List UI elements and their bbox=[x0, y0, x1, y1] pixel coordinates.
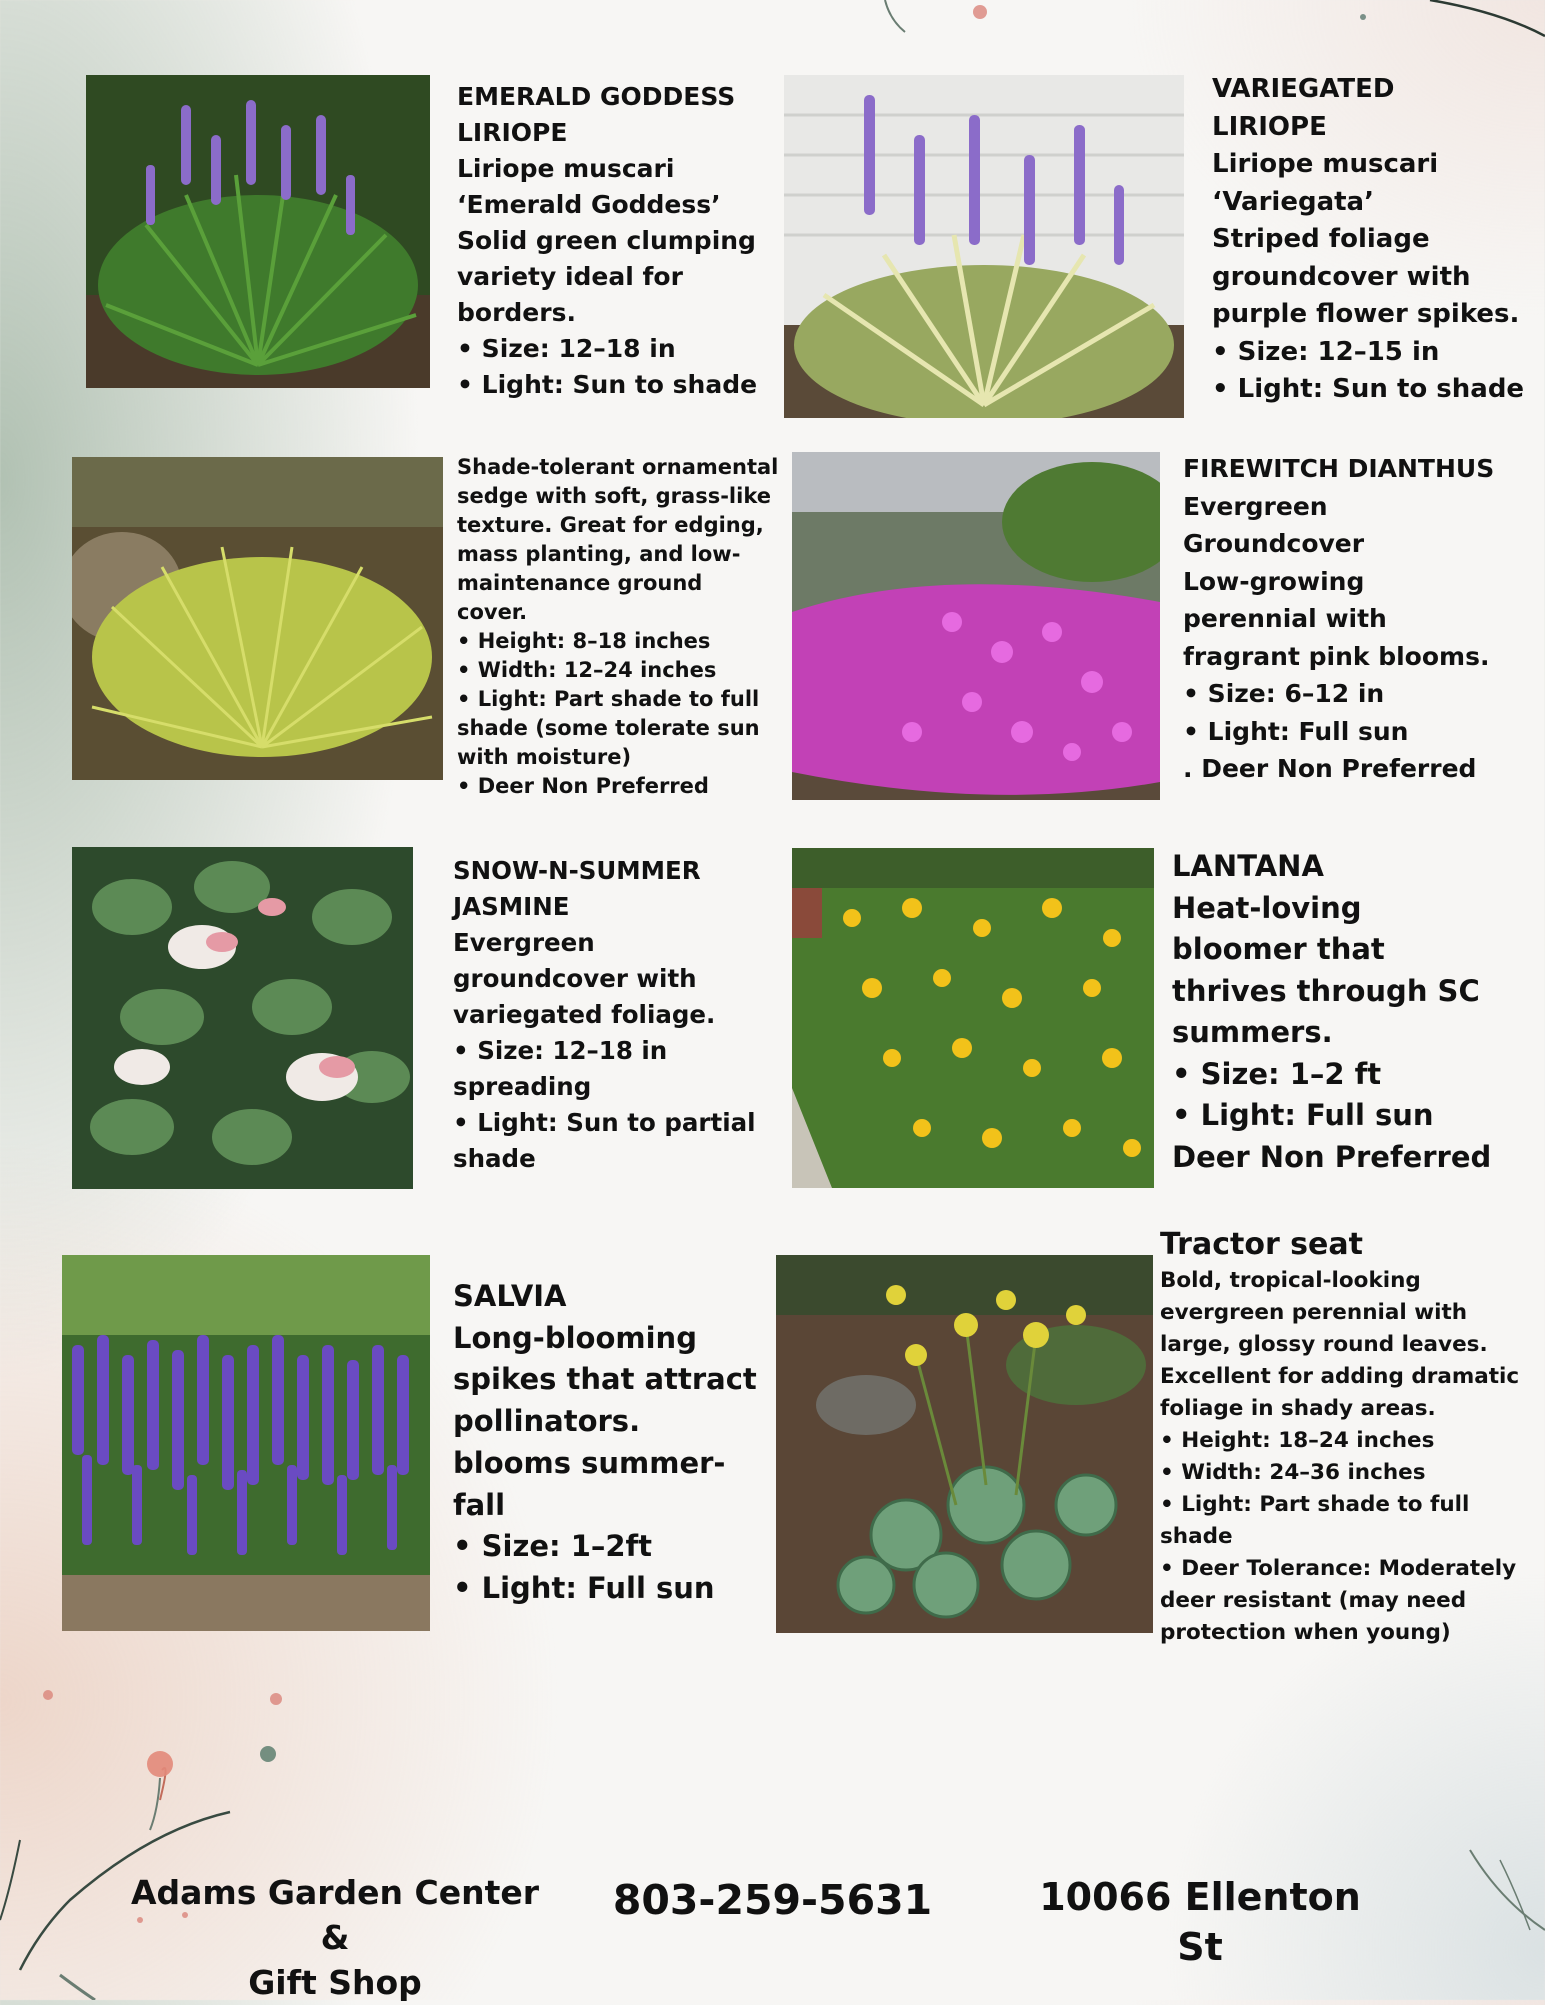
emerald-goddess-line: Solid green clumping bbox=[457, 226, 756, 255]
jasmine-line: groundcover with bbox=[453, 964, 697, 993]
salvia-line: fall bbox=[453, 1487, 506, 1522]
salvia-line: spikes that attract bbox=[453, 1362, 757, 1397]
variegated-liriope-line: purple flower spikes. bbox=[1212, 299, 1520, 329]
salvia-line: • Light: Full sun bbox=[453, 1570, 715, 1605]
tractor-seat-description bbox=[1160, 1227, 1519, 1649]
tractor-seat-line: evergreen perennial with bbox=[1160, 1300, 1468, 1325]
firewitch-dianthus-line: . Deer Non Preferred bbox=[1183, 754, 1477, 783]
business-name-line: Gift Shop bbox=[248, 1963, 422, 2002]
business-name bbox=[120, 1870, 550, 2005]
tractor-seat-line: deer resistant (may need bbox=[1160, 1588, 1467, 1613]
lantana-line: • Light: Full sun bbox=[1172, 1098, 1434, 1132]
snow-n-summer-jasmine-description bbox=[453, 853, 756, 1177]
sedge-photo bbox=[72, 457, 443, 780]
tractor-seat-line: shade bbox=[1160, 1524, 1233, 1549]
jasmine-line: JASMINE bbox=[453, 892, 570, 921]
firewitch-dianthus-line: Low-growing bbox=[1183, 566, 1365, 596]
lantana-photo bbox=[792, 848, 1154, 1188]
variegated-liriope-line: ‘Variegata’ bbox=[1212, 186, 1374, 217]
sedge-line: shade (some tolerate sun bbox=[457, 716, 760, 740]
jasmine-line: • Size: 12–18 in bbox=[453, 1036, 668, 1065]
sedge-line: Shade-tolerant ornamental bbox=[457, 455, 779, 479]
jasmine-line: shade bbox=[453, 1144, 536, 1173]
tractor-seat-line: • Light: Part shade to full bbox=[1160, 1492, 1470, 1517]
variegated-liriope-line: Striped foliage bbox=[1212, 224, 1430, 254]
variegated-liriope-line: LIRIOPE bbox=[1212, 111, 1327, 142]
tractor-seat-line: Excellent for adding dramatic bbox=[1160, 1364, 1520, 1389]
sedge-line: maintenance ground bbox=[457, 571, 703, 595]
tractor-seat-line: protection when young) bbox=[1160, 1620, 1451, 1645]
sedge-line: • Deer Non Preferred bbox=[457, 774, 709, 798]
variegated-liriope-line: Liriope muscari bbox=[1212, 149, 1439, 179]
salvia-line: Long-blooming bbox=[453, 1320, 697, 1355]
jasmine-line: SNOW-N-SUMMER bbox=[453, 856, 701, 885]
lantana-line: thrives through SC bbox=[1172, 973, 1480, 1008]
salvia-line: • Size: 1–2ft bbox=[453, 1529, 653, 1564]
variegated-liriope-photo bbox=[784, 75, 1184, 418]
emerald-goddess-line: • Light: Sun to shade bbox=[457, 370, 758, 399]
emerald-goddess-liriope-photo bbox=[86, 75, 430, 388]
sedge-line: cover. bbox=[457, 600, 528, 624]
sedge-line: mass planting, and low- bbox=[457, 542, 741, 566]
tractor-seat-line: foliage in shady areas. bbox=[1160, 1396, 1436, 1421]
tractor-seat-line: Bold, tropical-looking bbox=[1160, 1268, 1421, 1293]
variegated-liriope-line: groundcover with bbox=[1212, 261, 1471, 292]
emerald-goddess-line: • Size: 12–18 in bbox=[457, 334, 676, 363]
lantana-line: LANTANA bbox=[1172, 849, 1324, 883]
emerald-goddess-liriope-description bbox=[457, 79, 757, 403]
sedge-line: • Width: 12–24 inches bbox=[457, 658, 717, 682]
tractor-seat-line: • Height: 18–24 inches bbox=[1160, 1428, 1435, 1453]
lantana-description bbox=[1172, 846, 1491, 1178]
emerald-goddess-line: EMERALD GODDESS bbox=[457, 82, 736, 111]
salvia-description bbox=[453, 1276, 757, 1610]
emerald-goddess-line: ‘Emerald Goddess’ bbox=[457, 190, 721, 219]
sedge-line: texture. Great for edging, bbox=[457, 513, 764, 537]
street-address: 10066 Ellenton St bbox=[1039, 1875, 1361, 1969]
salvia-line: pollinators. bbox=[453, 1404, 641, 1439]
firewitch-dianthus-line: • Size: 6–12 in bbox=[1183, 679, 1385, 708]
snow-n-summer-jasmine-photo bbox=[72, 847, 413, 1189]
sedge-line: sedge with soft, grass-like bbox=[457, 484, 771, 508]
firewitch-dianthus-line: FIREWITCH DIANTHUS bbox=[1183, 454, 1495, 483]
jasmine-line: Evergreen bbox=[453, 928, 595, 957]
tractor-seat-line: • Width: 24–36 inches bbox=[1160, 1460, 1426, 1485]
emerald-goddess-line: Liriope muscari bbox=[457, 154, 675, 183]
firewitch-dianthus-photo bbox=[792, 452, 1160, 800]
sedge-line: • Light: Part shade to full bbox=[457, 687, 760, 711]
lantana-line: • Size: 1–2 ft bbox=[1172, 1056, 1382, 1091]
salvia-photo bbox=[62, 1255, 430, 1631]
sedge-line: • Height: 8–18 inches bbox=[457, 629, 711, 653]
business-name-line: Adams Garden Center & bbox=[130, 1873, 540, 1957]
sedge-description bbox=[457, 453, 778, 801]
jasmine-line: spreading bbox=[453, 1072, 592, 1101]
jasmine-line: variegated foliage. bbox=[453, 1000, 716, 1029]
emerald-goddess-line: variety ideal for bbox=[457, 262, 683, 291]
tractor-seat-photo bbox=[776, 1255, 1153, 1633]
phone-number[interactable]: 803-259-5631 bbox=[612, 1876, 933, 1924]
firewitch-dianthus-line: perennial with bbox=[1183, 604, 1387, 633]
variegated-liriope-line: • Size: 12–15 in bbox=[1212, 336, 1440, 367]
salvia-line: SALVIA bbox=[453, 1279, 567, 1313]
firewitch-dianthus-line: • Light: Full sun bbox=[1183, 716, 1409, 746]
lantana-line: bloomer that bbox=[1172, 932, 1385, 966]
firewitch-dianthus-line: Evergreen bbox=[1183, 491, 1328, 521]
jasmine-line: • Light: Sun to partial bbox=[453, 1108, 756, 1137]
tractor-seat-line: • Deer Tolerance: Moderately bbox=[1160, 1556, 1517, 1581]
firewitch-dianthus-line: Groundcover bbox=[1183, 529, 1365, 558]
sedge-line: with moisture) bbox=[457, 745, 632, 769]
lantana-line: summers. bbox=[1172, 1015, 1333, 1049]
lantana-line: Deer Non Preferred bbox=[1172, 1139, 1492, 1174]
tractor-seat-title: Tractor seat bbox=[1160, 1227, 1363, 1262]
variegated-liriope-line: VARIEGATED bbox=[1212, 74, 1395, 104]
salvia-line: blooms summer- bbox=[453, 1445, 726, 1480]
variegated-liriope-line: • Light: Sun to shade bbox=[1212, 374, 1525, 404]
firewitch-dianthus-line: fragrant pink blooms. bbox=[1183, 641, 1490, 671]
variegated-liriope-description bbox=[1212, 71, 1524, 409]
firewitch-dianthus-description bbox=[1183, 450, 1494, 788]
lantana-line: Heat-loving bbox=[1172, 890, 1362, 925]
emerald-goddess-line: LIRIOPE bbox=[457, 118, 568, 147]
emerald-goddess-line: borders. bbox=[457, 298, 576, 327]
tractor-seat-line: large, glossy round leaves. bbox=[1160, 1332, 1488, 1357]
